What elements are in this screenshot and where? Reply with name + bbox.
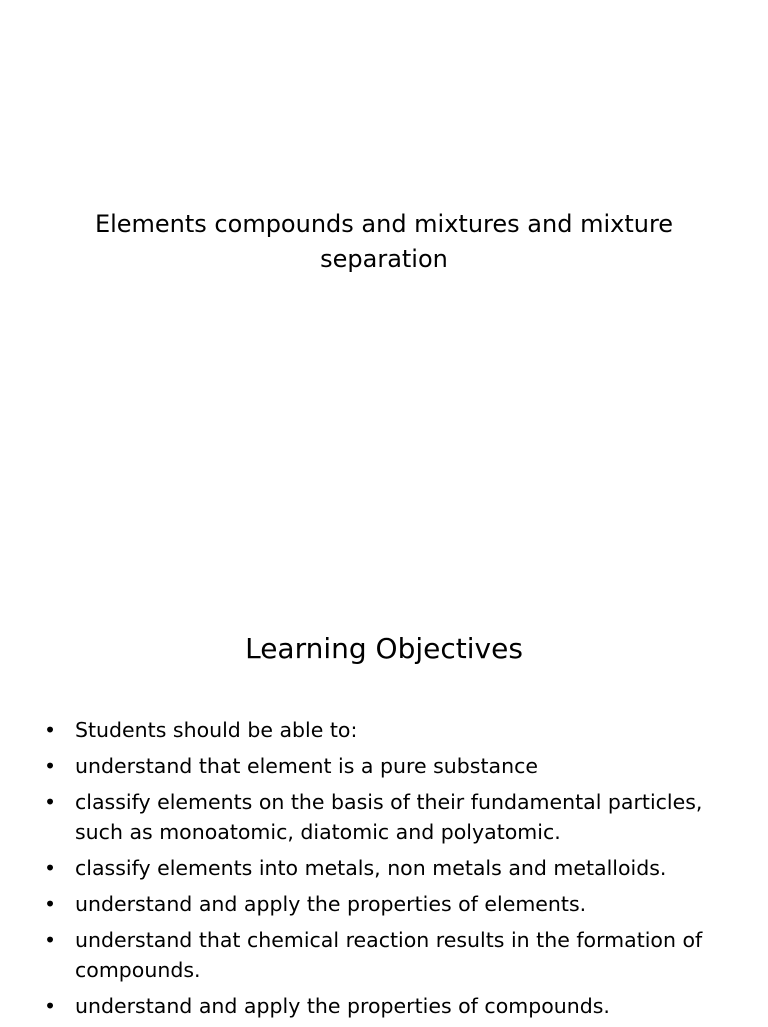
bullet-icon: • — [44, 754, 57, 778]
learning-objectives-list — [44, 715, 724, 1027]
list-item-text: understand that element is a pure substance — [75, 754, 538, 778]
bullet-icon: • — [44, 856, 57, 880]
bullet-icon: • — [44, 790, 57, 814]
list-item — [44, 715, 724, 745]
list-item — [44, 853, 724, 883]
list-item-text: understand and apply the properties of compounds. — [75, 994, 610, 1018]
list-item-text: classify elements into metals, non metals and metalloids. — [75, 856, 667, 880]
slide-title: Elements compounds and mixtures and mixture separation — [94, 210, 674, 273]
bullet-icon: • — [44, 718, 57, 742]
list-item — [44, 787, 724, 847]
list-item-text: understand and apply the properties of elements. — [75, 892, 587, 916]
list-item — [44, 889, 724, 919]
list-item — [44, 991, 724, 1021]
list-item — [44, 925, 724, 985]
list-item-text: understand that chemical reaction results in the formation of compounds. — [75, 928, 703, 982]
learning-objectives-heading: Learning Objectives — [245, 632, 523, 665]
list-item-text: classify elements on the basis of their fundamental particles, such as monoatomic, diatomic and polyatomic. — [75, 790, 703, 844]
list-item-text: Students should be able to: — [75, 718, 358, 742]
bullet-icon: • — [44, 892, 57, 916]
bullet-icon: • — [44, 994, 57, 1018]
list-item — [44, 751, 724, 781]
bullet-icon: • — [44, 928, 57, 952]
